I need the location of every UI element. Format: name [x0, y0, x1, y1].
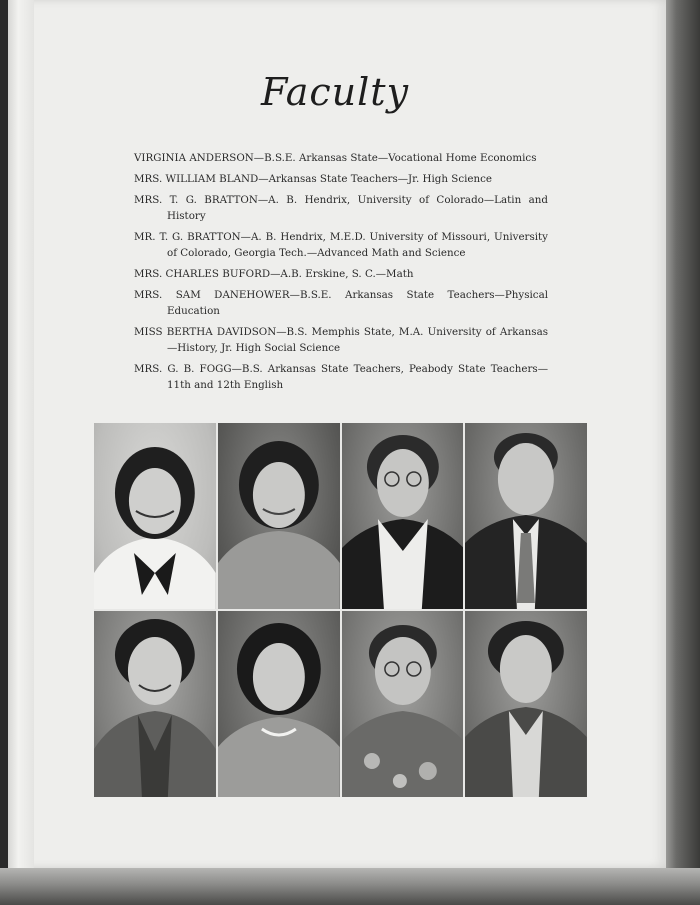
page-edge-bottom — [0, 868, 700, 905]
page-edge-right — [666, 0, 700, 905]
faculty-portrait — [465, 611, 587, 797]
faculty-portrait — [94, 611, 216, 797]
faculty-entry: MR. T. G. BRATTON—A. B. Hendrix, M.E.D. University of Missouri, University of Colorado, Georgia Tech.—Advanced Math and Science — [134, 231, 548, 259]
faculty-entry: VIRGINIA ANDERSON—B.S.E. Arkansas State—Vocational Home Economics — [134, 152, 537, 164]
page-binding — [8, 0, 34, 868]
page-title: Faculty — [260, 70, 410, 114]
faculty-photo-grid — [94, 423, 587, 797]
faculty-entry: MRS. SAM DANEHOWER—B.S.E. Arkansas State Teachers—Physical Education — [134, 289, 548, 317]
faculty-portrait — [94, 423, 216, 609]
faculty-list — [134, 150, 548, 398]
faculty-entry: MRS. WILLIAM BLAND—Arkansas State Teachers—Jr. High Science — [134, 173, 492, 185]
faculty-entry: MRS. G. B. FOGG—B.S. Arkansas State Teachers, Peabody State Teachers—11th and 12th English — [134, 363, 548, 391]
faculty-portrait — [465, 423, 587, 609]
faculty-entry: MRS. CHARLES BUFORD—A.B. Erskine, S. C.—Math — [134, 268, 414, 280]
faculty-portrait — [342, 423, 464, 609]
faculty-portrait — [218, 611, 340, 797]
faculty-portrait — [218, 423, 340, 609]
faculty-entry: MRS. T. G. BRATTON—A. B. Hendrix, University of Colorado—Latin and History — [134, 194, 548, 222]
faculty-portrait — [342, 611, 464, 797]
faculty-entry: MISS BERTHA DAVIDSON—B.S. Memphis State, M.A. University of Arkansas—History, Jr. High Social Science — [134, 326, 548, 354]
